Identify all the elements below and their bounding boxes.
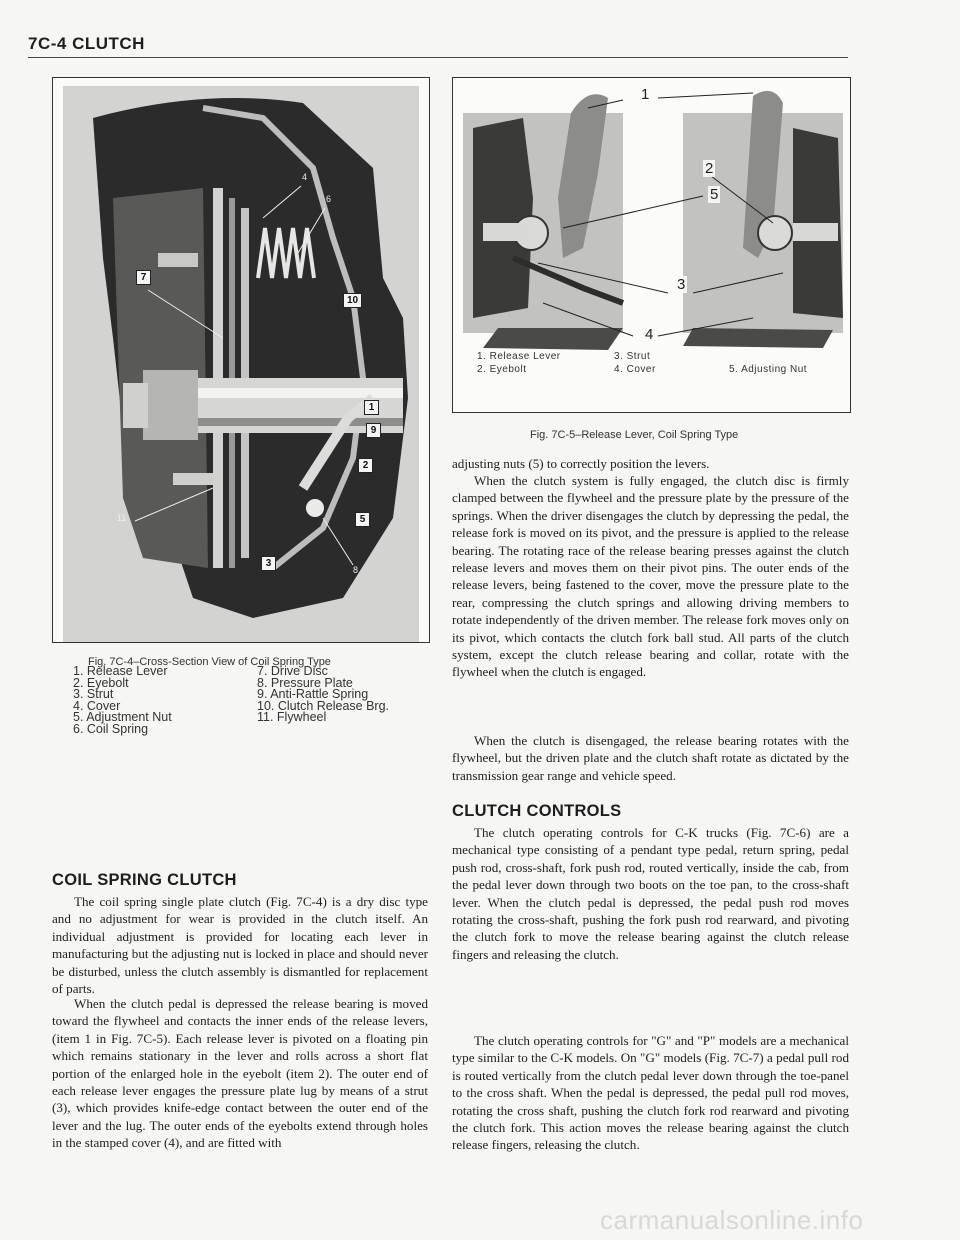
section-heading-coil-spring-clutch: COIL SPRING CLUTCH xyxy=(52,871,237,889)
legend-item: 11. Flywheel xyxy=(257,710,327,724)
callout-11: 11 xyxy=(117,513,127,523)
legend-item: 1. Release Lever xyxy=(477,351,561,362)
header-rule xyxy=(28,57,848,58)
callout-3: 3 xyxy=(261,556,276,571)
legend-item: 4. Cover xyxy=(614,364,656,375)
clutch-cross-section-photo xyxy=(53,78,429,642)
callout-5: 5 xyxy=(355,512,370,527)
body-paragraph: When the clutch is disengaged, the release bearing rotates with the flywheel, but the driven plate and the clutch shaft rotate as dictated by the transmission gear range and vehicle speed. xyxy=(452,733,849,783)
body-paragraph: The coil spring single plate clutch (Fig. 7C-4) is a dry disc type and no adjustment for wear is provided in the clutch itself. An individual adjustment is provided for locating each lever in manufacturing but the adjusting nut is locked in place and should never be disturbed, unless the clutch assembly is dismantled for replacement of parts. xyxy=(52,894,428,997)
body-paragraph: The clutch operating controls for C-K trucks (Fig. 7C-6) are a mechanical type consisting of a pendant type pedal, return spring, pedal push rod, cross-shaft, fork push rod, routed vertically, inside the cab, from the pedal lever down through two boots on the toe pan, to the cross-shaft lever. When the clutch pedal is depressed, the pedal push rod moves rotating the cross-shaft, pushing the fork push rod rearward, and pivoting the clutch fork to move the release bearing against the clutch release fingers and releasing the clutch. xyxy=(452,825,849,962)
page-header xyxy=(28,28,848,58)
callout-9: 9 xyxy=(366,423,381,438)
legend-item: 3. Strut xyxy=(614,351,651,362)
legend-item: 2. Eyebolt xyxy=(73,675,129,690)
body-paragraph: adjusting nuts (5) to correctly position the levers. xyxy=(452,456,710,471)
callout-6: 6 xyxy=(326,194,332,204)
fig5-callout-5: 5 xyxy=(710,186,719,203)
fig5-legend-col3 xyxy=(729,363,807,376)
fig5-legend-col1 xyxy=(477,350,561,376)
fig5-callout-4: 4 xyxy=(645,326,654,343)
legend-item: 2. Eyebolt xyxy=(477,364,527,375)
legend-item: 5. Adjusting Nut xyxy=(729,364,808,375)
callout-4: 4 xyxy=(302,172,308,182)
legend-item: 10. Clutch Release Brg. xyxy=(257,698,390,713)
fig4-caption: Fig. 7C-4–Cross-Section View of Coil Spring Type xyxy=(88,656,331,668)
fig4-legend-right xyxy=(257,666,389,724)
fig5-caption: Fig. 7C-5–Release Lever, Coil Spring Type xyxy=(530,429,739,441)
legend-item: 4. Cover xyxy=(73,698,121,713)
legend-item: 8. Pressure Plate xyxy=(257,675,353,690)
fig5-callout-1: 1 xyxy=(641,86,650,103)
body-paragraph: When the clutch pedal is depressed the release bearing is moved toward the flywheel and contacts the inner ends of the release levers, (item 1 in Fig. 7C-5). Each release lever is pivoted on a floating pin which remains stationary in the lever and rolls across a short flat portion of the enlarged hole in the eyebolt (item 2). The outer end of each release lever engages the pressure plate lug by means of a strut (3), which provides knife-edge contact between the outer end of the lever and the lug. The outer ends of the eyebolts extend through holes in the stamped cover (4), and are fitted with xyxy=(52,996,428,1151)
fig5-legend-col2 xyxy=(614,350,656,376)
watermark-text: carmanualsonline.info xyxy=(600,1205,864,1235)
fig5-callout-3: 3 xyxy=(677,276,686,293)
section-heading-clutch-controls: CLUTCH CONTROLS xyxy=(452,802,622,820)
callout-7: 7 xyxy=(136,270,151,285)
legend-item: 3. Strut xyxy=(73,687,114,701)
fig4-legend-left xyxy=(73,666,172,735)
legend-item: 1. Release Lever xyxy=(73,664,168,678)
legend-item: 6. Coil Spring xyxy=(73,721,149,736)
figure-7c-5 xyxy=(452,77,851,413)
callout-1: 1 xyxy=(364,400,379,415)
page-title: 7C-4 CLUTCH xyxy=(28,34,145,53)
body-paragraph: The clutch operating controls for "G" and "P" models are a mechanical type similar to the C-K models. On "G" models (Fig. 7C-7) a pedal pull rod is routed vertically from the clutch pedal lever down through the toe-panel to the cross shaft. When the pedal is depressed, the pedal pull rod moves, rotating the cross shaft, pushing the clutch fork rod rearward and pivoting the clutch fork. This action moves the release bearing against the clutch release fingers, releasing the clutch. xyxy=(452,1033,849,1153)
callout-2: 2 xyxy=(358,458,373,473)
legend-item: 7. Drive Disc xyxy=(257,664,328,678)
fig5-callout-2: 2 xyxy=(705,160,714,177)
body-paragraph: When the clutch system is fully engaged, the clutch disc is firmly clamped between the flywheel and the pressure plate by the pressure of the springs. When the driver disengages the clutch by depressing the pedal, the release fork is moved on its pivot, and the pressure is applied to the release bearing. The rotating race of the release bearing presses against the clutch release levers and moves them on their pivot pins. The outer ends of the release levers, being fastened to the cover, move the pressure plate to the rear, compressing the clutch springs and allowing driving members to rotate independently of the driven member. The release fork moves only on its pivot, which contacts the clutch fork ball stud. All parts of the clutch system, except the clutch release bearing and collar, rotate with the flywheel when the clutch is engaged. xyxy=(452,473,849,680)
callout-8: 8 xyxy=(353,565,359,575)
callout-10: 10 xyxy=(343,293,362,308)
legend-item: 9. Anti-Rattle Spring xyxy=(257,687,369,701)
legend-item: 5. Adjustment Nut xyxy=(73,710,172,724)
